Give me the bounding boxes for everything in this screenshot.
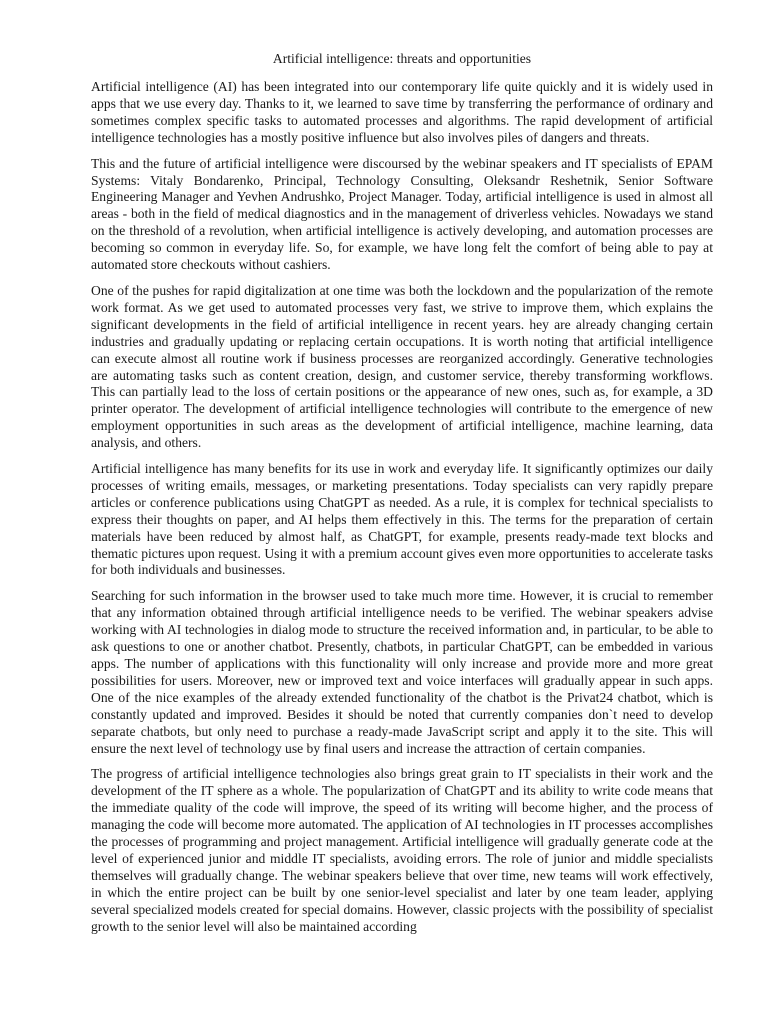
paragraph-digitalization: One of the pushes for rapid digitalization at one time was both the lockdown and the popularization of the remote work format. As we get used to automated processes very fast, we strive to improve them, which explains the significant developments in the field of artificial intelligence in recent years. hey are already changing certain industries and gradually updating or replacing certain occupations. It is worth noting that artificial intelligence can execute almost all routine work if business processes are reorganized accordingly. Generative technologies are automating tasks such as content creation, design, and customer service, thereby transforming workflows. This can partially lead to the loss of certain positions or the appearance of new ones, such as, for example, a 3D printer operator. The development of artificial intelligence technologies will contribute to the emergence of new employment opportunities in such areas as the development of artificial intelligence, machine learning, data analysis, and others. — [91, 282, 713, 451]
paragraph-benefits: Artificial intelligence has many benefits for its use in work and everyday life. It significantly optimizes our daily processes of writing emails, messages, or marketing presentations. Today specialists can very rapidly prepare articles or conference publications using ChatGPT as needed. As a rule, it is complex for technical specialists to express their thoughts on paper, and AI helps them effectively in this. The terms for the preparation of certain materials have been reduced by almost half, as ChatGPT, for example, presents ready-made text blocks and thematic pictures upon request. Using it with a premium account gives even more opportunities to accelerate tasks for both individuals and businesses. — [91, 461, 713, 578]
document-page — [91, 50, 713, 945]
paragraph-intro: Artificial intelligence (AI) has been integrated into our contemporary life quite quickly and it is widely used in apps that we use every day. Thanks to it, we learned to save time by transferring the performance of ordinary and sometimes complex specific tasks to automated processes and algorithms. The rapid development of artificial intelligence technologies has a mostly positive influence but also involves piles of dangers and threats. — [91, 79, 713, 145]
document-title: Artificial intelligence: threats and opportunities — [272, 51, 532, 66]
paragraph-chatbots: Searching for such information in the browser used to take much more time. However, it is crucial to remember that any information obtained through artificial intelligence needs to be verified. The webinar speakers advise working with AI technologies in dialog mode to structure the received information and, in particular, to be able to ask questions to one or another chatbot. Presently, chatbots, in particular ChatGPT, can be embedded in various apps. The number of applications with this functionality will only increase and provide more and more great possibilities for users. Moreover, new or improved text and voice interfaces will gradually appear in such apps. One of the nice examples of the already extended functionality of the chatbot is the Privat24 chatbot, which is constantly updated and improved. Besides it should be noted that currently companies don`t need to develop separate chatbots, but only need to purchase a ready-made JavaScript script and apply it to the site. This will ensure the next level of technology use by final users and increase the attraction of certain companies. — [91, 588, 713, 756]
paragraph-webinar-speakers: This and the future of artificial intelligence were discoursed by the webinar speakers and IT specialists of EPAM Systems: Vitaly Bondarenko, Principal, Technology Consulting, Oleksandr Reshetnik, Senior Software Engineering Manager and Yevhen Andrushko, Project Manager. Today, artificial intelligence is used in almost all areas - both in the field of medical diagnostics and in the management of driverless vehicles. Nowadays we stand on the threshold of a revolution, when artificial intelligence is actively developing, and automation processes are becoming so common in everyday life. So, for example, we have long felt the comfort of being able to pay at automated store checkouts without cashiers. — [91, 155, 713, 273]
paragraph-it-specialists: The progress of artificial intelligence technologies also brings great grain to IT specialists in their work and the development of the IT sphere as a whole. The popularization of ChatGPT and its ability to write code means that the immediate quality of the code will improve, the speed of its writing will become higher, and the process of managing the code will become more automated. The application of AI technologies in IT processes accomplishes the processes of programming and project management. Artificial intelligence will gradually generate code at the level of experienced junior and middle IT specialists, avoiding errors. The role of junior and middle specialists themselves will gradually change. The webinar speakers believe that over time, new teams will work effectively, in which the entire project can be built by one senior-level specialist and later by one team leader, applying several specialized models created for special domains. However, classic projects with the possibility of specialist growth to the senior level will also be maintained according — [91, 766, 713, 934]
